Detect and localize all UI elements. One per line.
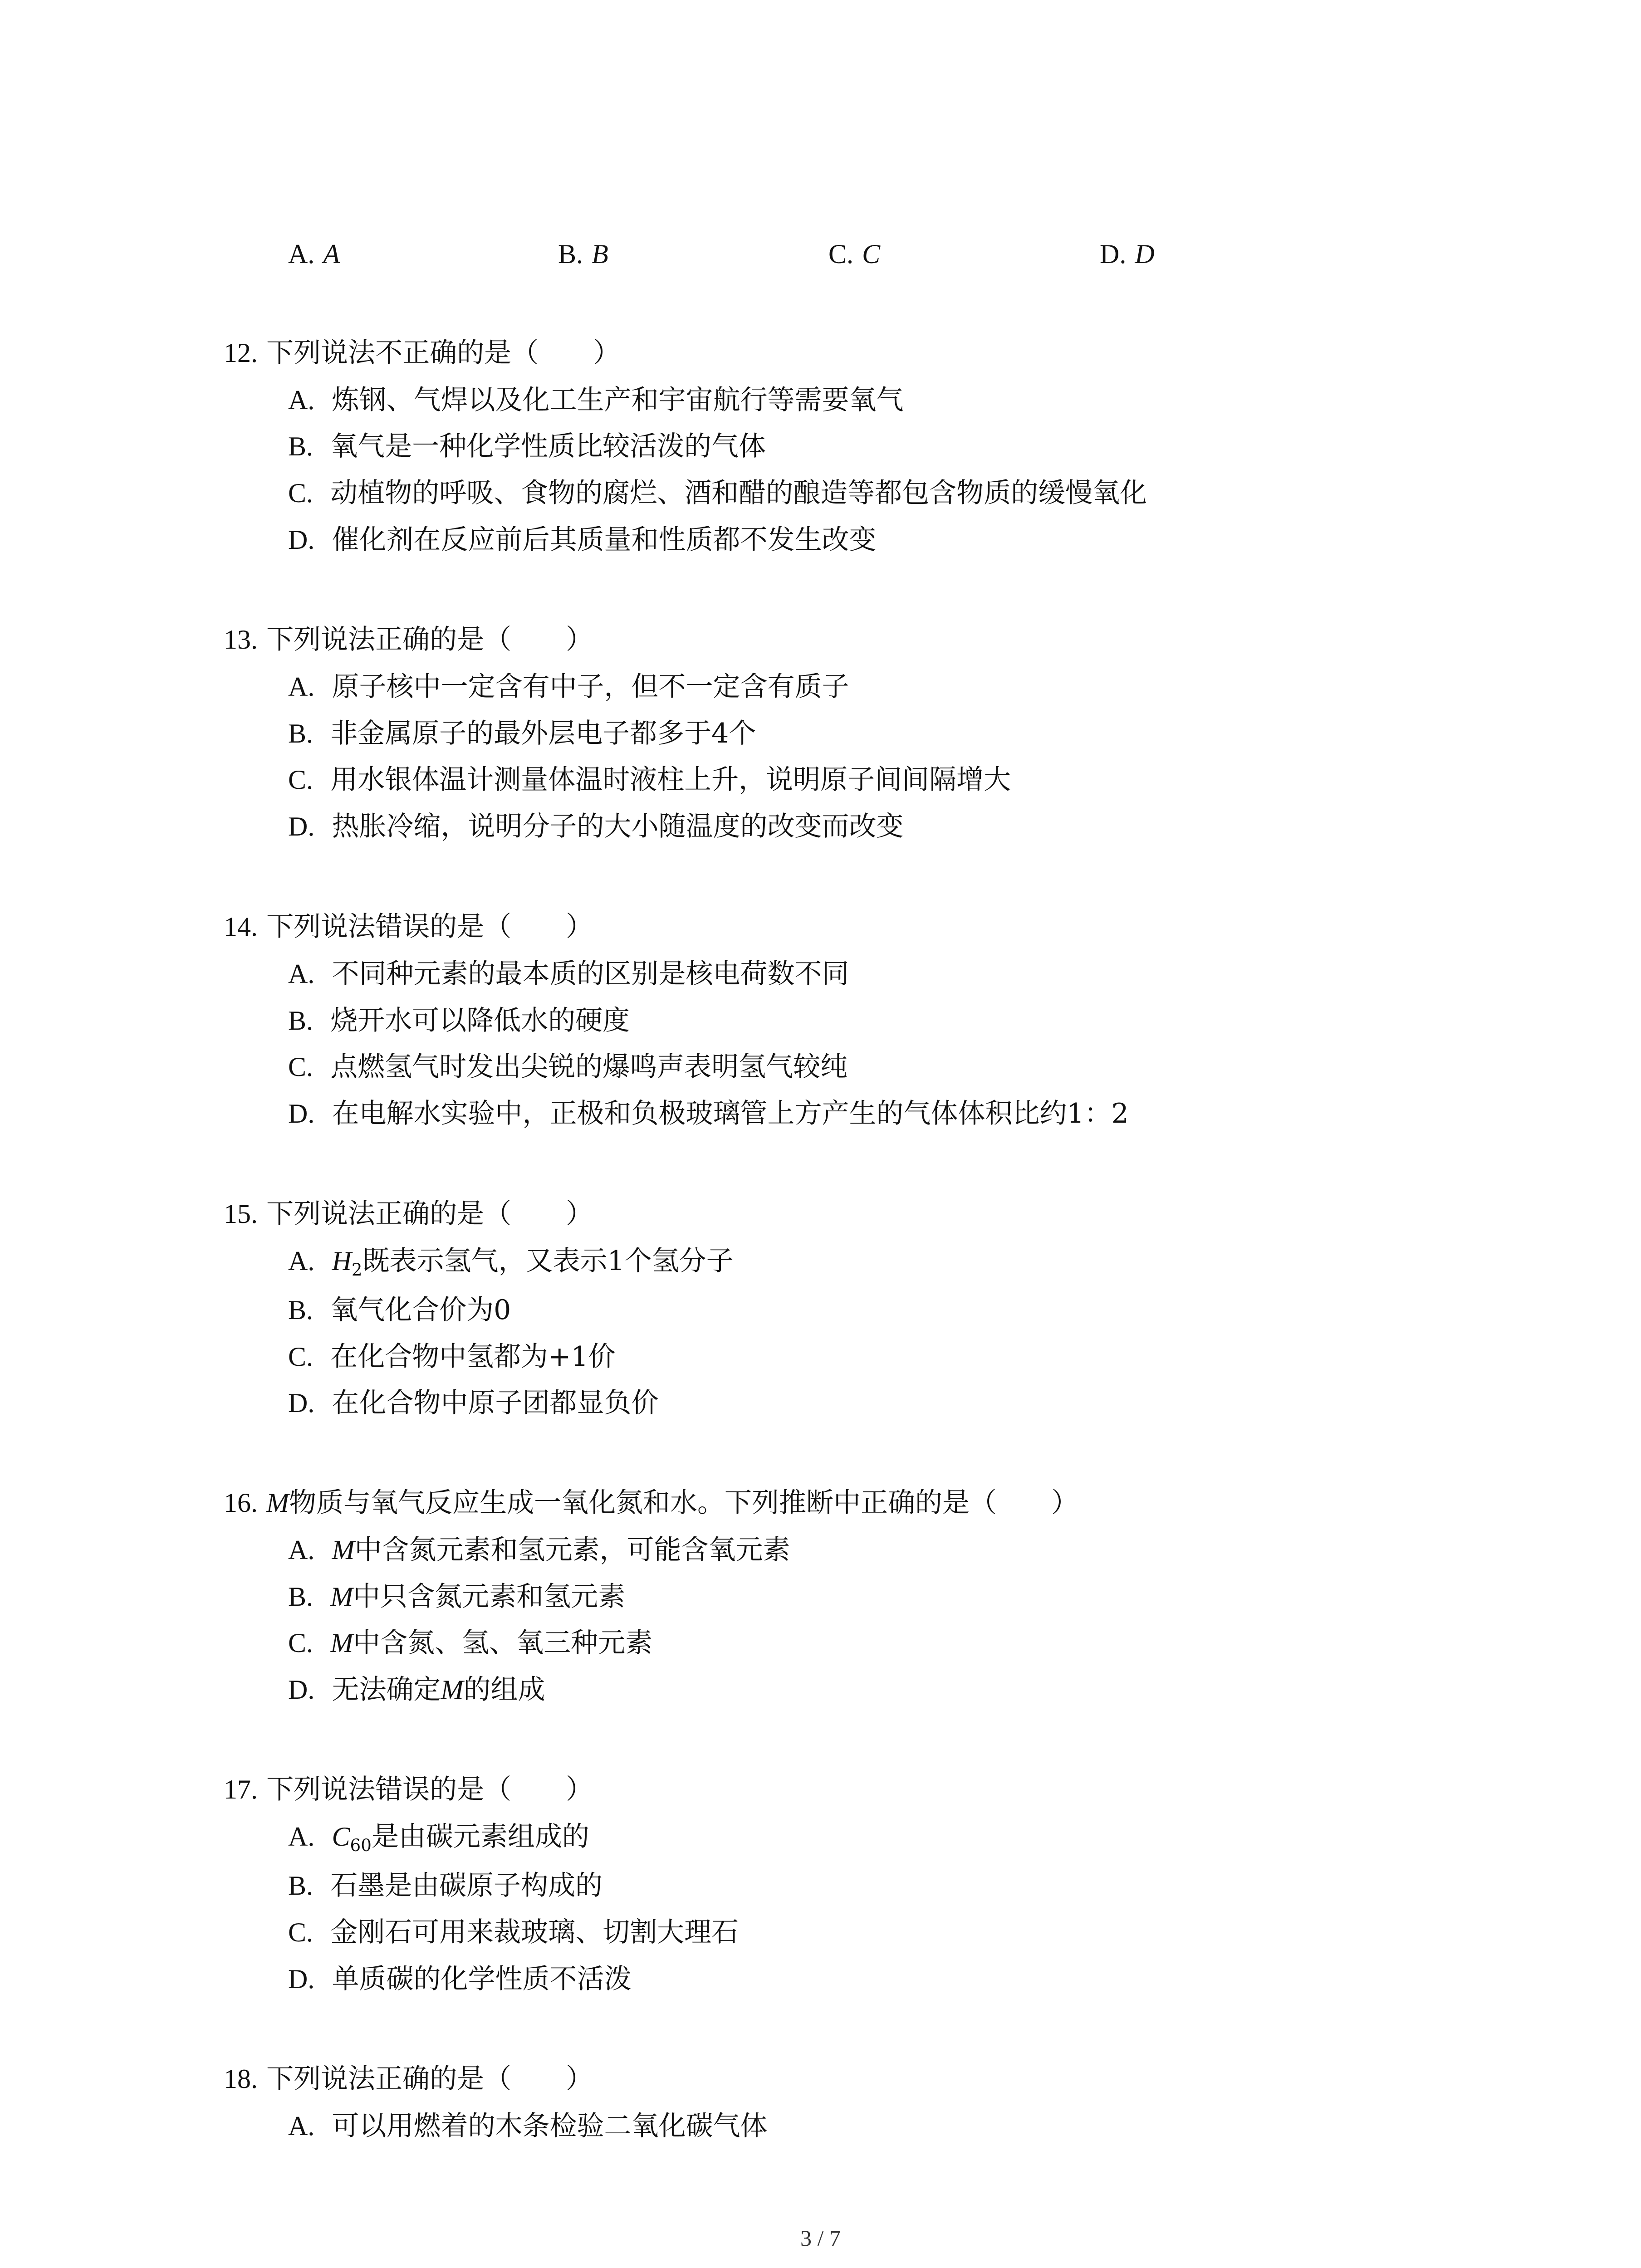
question-text: 下列说法错误的是（ ）	[266, 1774, 593, 1805]
question-17-option-d	[288, 1961, 632, 1997]
option-letter: D.	[288, 1675, 315, 1705]
question-16-option-b	[288, 1579, 625, 1615]
variable-m: M	[330, 1628, 353, 1658]
question-13-stem	[224, 621, 593, 658]
option-text: 既表示氢气，又表示1个氢分子	[362, 1245, 734, 1277]
prev-option-a	[288, 236, 340, 272]
question-text: 下列说法不正确的是（ ）	[266, 337, 621, 369]
option-text: 炼钢、气焊以及化工生产和宇宙航行等需要氧气	[332, 384, 904, 416]
question-18-stem	[224, 2061, 593, 2097]
option-letter: C.	[288, 1917, 314, 1947]
option-letter: B.	[288, 1871, 314, 1901]
option-letter: B.	[558, 239, 583, 269]
option-letter: A.	[288, 2111, 315, 2141]
option-letter: D.	[288, 811, 315, 841]
formula: H	[332, 1246, 352, 1276]
option-letter: D.	[288, 1964, 315, 1994]
question-14-option-d	[288, 1095, 1129, 1132]
option-text: 动植物的呼吸、食物的腐烂、酒和醋的酿造等都包含物质的缓慢氧化	[330, 477, 1147, 509]
option-text: 原子核中一定含有中子，但不一定含有质子	[332, 671, 849, 703]
option-text: 无法确定	[332, 1674, 441, 1706]
option-letter: B.	[288, 1006, 314, 1036]
option-letter: C.	[288, 1052, 314, 1082]
option-text: 非金属原子的最外层电子都多于4个	[330, 718, 756, 749]
question-number: 17.	[224, 1774, 258, 1804]
option-letter: A.	[288, 385, 315, 415]
option-letter: C.	[288, 1342, 314, 1372]
option-text-after: 的组成	[463, 1674, 545, 1706]
question-number: 14.	[224, 912, 258, 942]
option-text: 石墨是由碳原子构成的	[330, 1870, 603, 1901]
option-letter: B.	[288, 1582, 314, 1612]
option-text: 用水银体温计测量体温时液柱上升，说明原子间间隔增大	[330, 764, 1011, 796]
question-13-option-b	[288, 715, 756, 752]
question-16-option-a	[288, 1532, 790, 1568]
option-text: 可以用燃着的木条检验二氧化碳气体	[332, 2110, 768, 2142]
question-17-option-c	[288, 1914, 739, 1950]
option-letter: D.	[1100, 239, 1127, 269]
variable-m: M	[330, 1582, 353, 1612]
option-text: 点燃氢气时发出尖锐的爆鸣声表明氢气较纯	[330, 1051, 848, 1083]
question-13-option-d	[288, 808, 904, 845]
option-text: 是由碳元素组成的	[371, 1821, 589, 1853]
prev-option-c	[828, 236, 880, 272]
question-text: 下列说法正确的是（ ）	[266, 2063, 593, 2095]
question-15-option-d	[288, 1385, 659, 1421]
option-value: B	[592, 239, 608, 269]
question-number: 18.	[224, 2064, 258, 2094]
option-letter: D.	[288, 525, 315, 555]
question-number: 13.	[224, 625, 258, 655]
option-letter: D.	[288, 1388, 315, 1418]
question-14-option-b	[288, 1002, 630, 1039]
question-16-stem	[224, 1485, 1078, 1521]
option-text: 烧开水可以降低水的硬度	[330, 1005, 630, 1036]
page-number: 3 / 7	[800, 2225, 841, 2251]
question-18-option-a	[288, 2108, 768, 2144]
question-12-option-c	[288, 475, 1147, 511]
option-text: 在化合物中氢都为+1价	[330, 1341, 616, 1373]
option-value: A	[323, 239, 340, 269]
question-text: 下列说法错误的是（ ）	[266, 911, 593, 943]
question-14-option-c	[288, 1049, 847, 1085]
option-text: 中含氮、氢、氧三种元素	[353, 1627, 653, 1659]
option-letter: A.	[288, 959, 315, 989]
question-15-stem	[224, 1196, 593, 1232]
question-12-stem	[224, 335, 620, 371]
prev-option-b	[558, 236, 608, 272]
option-value: C	[862, 239, 881, 269]
question-13-option-c	[288, 762, 1011, 798]
formula-subscript: 60	[350, 1835, 372, 1855]
question-17-option-a	[288, 1818, 589, 1855]
question-13-option-a	[288, 669, 849, 705]
option-text: 中含氮元素和氢元素，可能含氧元素	[354, 1534, 790, 1566]
question-text: 下列说法正确的是（ ）	[266, 624, 593, 655]
option-text: 不同种元素的最本质的区别是核电荷数不同	[332, 958, 849, 990]
option-letter: A.	[288, 1246, 315, 1276]
question-16-option-d	[288, 1672, 545, 1708]
question-15-option-c	[288, 1339, 616, 1375]
option-letter: A.	[288, 1822, 315, 1852]
question-14-option-a	[288, 956, 849, 992]
formula-subscript: 2	[351, 1259, 362, 1280]
option-text: 在化合物中原子团都显负价	[332, 1387, 659, 1419]
option-letter: C.	[288, 1628, 314, 1658]
option-letter: D.	[288, 1099, 315, 1129]
variable-m: M	[266, 1488, 289, 1518]
question-text: 物质与氧气反应生成一氧化氮和水。下列推断中正确的是（ ）	[289, 1487, 1079, 1519]
variable-m: M	[332, 1535, 355, 1565]
question-text: 下列说法正确的是（ ）	[266, 1198, 593, 1230]
option-letter: C.	[288, 478, 314, 508]
question-15-option-b	[288, 1292, 511, 1328]
formula: C	[332, 1822, 350, 1852]
question-12-option-b	[288, 428, 766, 464]
variable-m: M	[441, 1675, 464, 1705]
question-14-stem	[224, 909, 593, 945]
option-letter: B.	[288, 719, 314, 748]
option-letter: A.	[288, 1535, 315, 1565]
question-17-stem	[224, 1771, 593, 1808]
question-12-option-a	[288, 382, 904, 418]
option-letter: B.	[288, 431, 314, 461]
option-text: 中只含氮元素和氢元素	[353, 1581, 626, 1613]
option-text: 氧气化合价为0	[330, 1294, 511, 1326]
option-text: 催化剂在反应前后其质量和性质都不发生改变	[332, 524, 877, 556]
question-15-option-a	[288, 1243, 734, 1279]
option-text: 在电解水实验中，正极和负极玻璃管上方产生的气体体积比约1：2	[332, 1098, 1129, 1129]
prev-option-d	[1100, 236, 1155, 272]
option-text: 热胀冷缩，说明分子的大小随温度的改变而改变	[332, 811, 904, 842]
option-letter: C.	[828, 239, 854, 269]
question-number: 15.	[224, 1199, 258, 1229]
option-value: D	[1135, 239, 1155, 269]
question-number: 12.	[224, 338, 258, 368]
question-number: 16.	[224, 1488, 258, 1518]
option-text: 金刚石可用来裁玻璃、切割大理石	[330, 1916, 739, 1948]
option-text: 单质碳的化学性质不活泼	[332, 1963, 632, 1995]
question-17-option-b	[288, 1867, 603, 1904]
option-letter: A.	[288, 239, 315, 269]
option-letter: A.	[288, 672, 315, 702]
option-letter: B.	[288, 1295, 314, 1325]
option-text: 氧气是一种化学性质比较活泼的气体	[330, 430, 766, 462]
option-letter: C.	[288, 765, 314, 795]
question-12-option-d	[288, 522, 877, 558]
question-16-option-c	[288, 1625, 652, 1661]
